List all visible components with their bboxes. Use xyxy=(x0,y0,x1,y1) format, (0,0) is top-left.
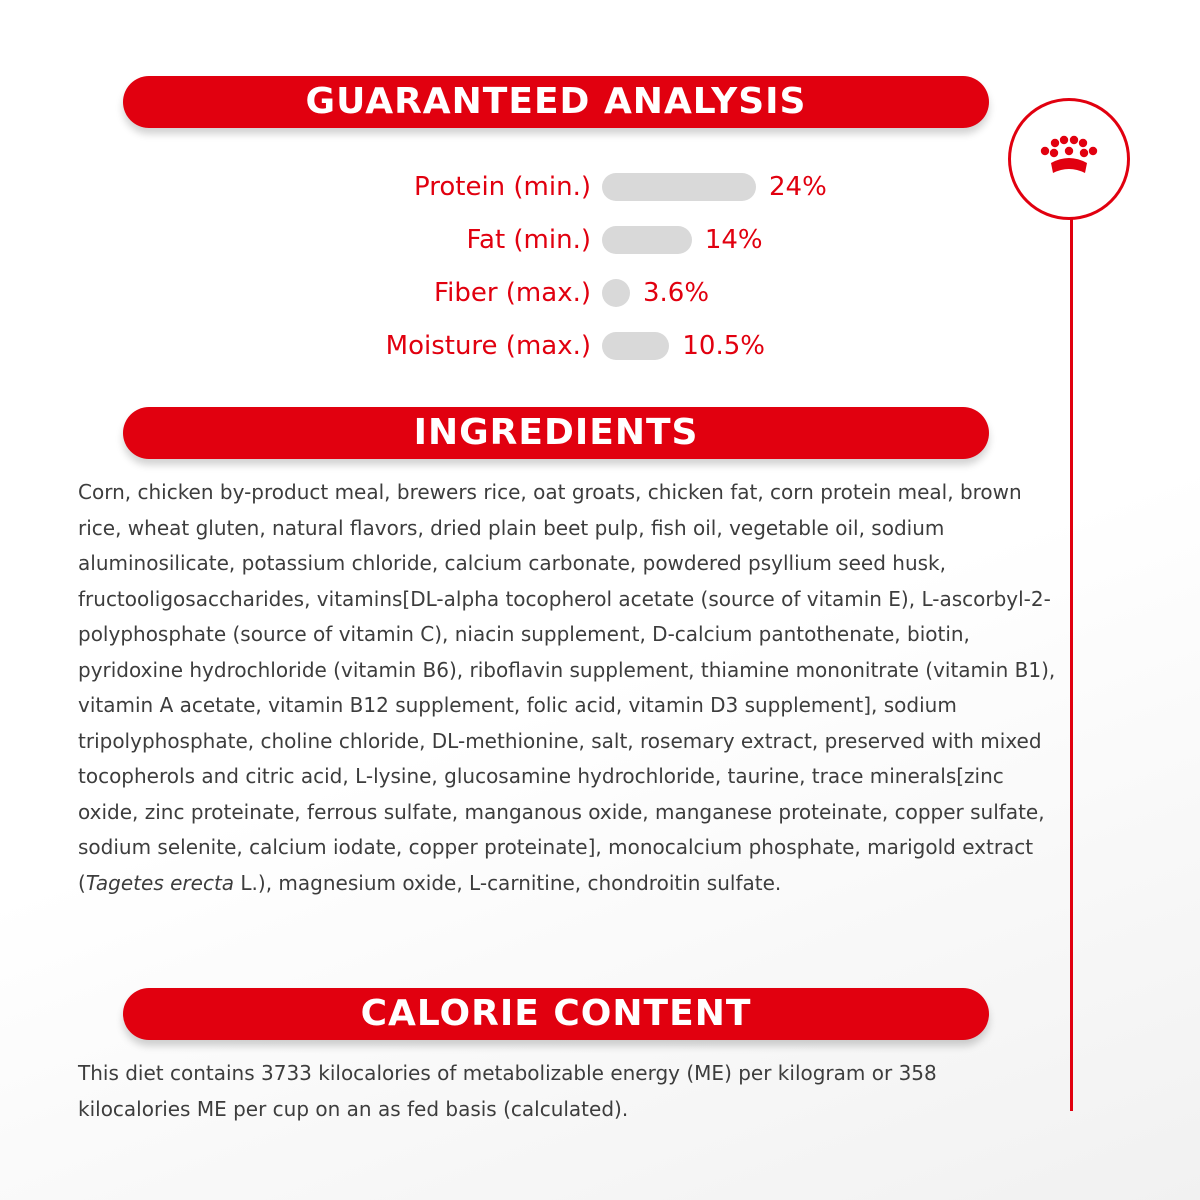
analysis-value: 10.5% xyxy=(682,331,765,361)
analysis-row xyxy=(0,220,1200,260)
analysis-label: Protein (min.) xyxy=(414,172,591,202)
analysis-value: 14% xyxy=(704,225,763,255)
ingredients-title: INGREDIENTS xyxy=(413,412,699,453)
ingredients-text-main: Corn, chicken by-product meal, brewers rice, oat groats, chicken fat, corn protein meal, brown rice, wheat gluten, natural flavors, dried plain beet pulp, fish oil, vegetable oil, sodium aluminosilicate, potassium chloride, calcium carbonate, powdered psyllium seed husk, fructooligosaccharides, vitamins[DL-alpha tocopherol acetate (source of vitamin E), L-ascorbyl-2-polyphosphate (source of vitamin C), niacin supplement, D-calcium pantothenate, biotin, pyridoxine hydrochloride (vitamin B6), riboflavin supplement, thiamine mononitrate (vitamin B1), vitamin A acetate, vitamin B12 supplement, folic acid, vitamin D3 supplement], sodium tripolyphosphate, choline chloride, DL-methionine, salt, rosemary extract, preserved with mixed tocopherols and citric acid, L-lysine, glucosamine hydrochloride, taurine, trace minerals[zinc oxide, zinc proteinate, ferrous sulfate, manganous oxide, manganese proteinate, copper sulfate, sodium selenite, calcium iodate, copper proteinate], monocalcium phosphate, marigold extract ( xyxy=(78,480,1056,895)
analysis-row xyxy=(0,273,1200,313)
analysis-label: Moisture (max.) xyxy=(385,331,591,361)
ingredients-banner xyxy=(123,407,989,459)
analysis-label: Fiber (max.) xyxy=(434,278,591,308)
analysis-bar xyxy=(602,226,692,254)
brand-line xyxy=(1070,219,1073,1111)
ingredients-text xyxy=(78,475,1058,901)
ingredients-text-end: L.), magnesium oxide, L-carnitine, chondroitin sulfate. xyxy=(234,870,782,895)
analysis-bar xyxy=(602,332,669,360)
calorie-content-title: CALORIE CONTENT xyxy=(360,993,752,1034)
brand-badge xyxy=(1008,98,1130,220)
analysis-row xyxy=(0,326,1200,366)
calorie-content-text: This diet contains 3733 kilocalories of metabolizable energy (ME) per kilogram or 358 kilocalories ME per cup on an as fed basis (calculated). xyxy=(78,1061,937,1121)
analysis-bar xyxy=(602,173,756,201)
analysis-value: 24% xyxy=(769,172,827,202)
calorie-content-banner xyxy=(123,988,989,1040)
guaranteed-analysis-title: GUARANTEED ANALYSIS xyxy=(305,81,807,122)
analysis-label: Fat (min.) xyxy=(466,225,591,255)
crown-icon xyxy=(1011,101,1127,217)
ingredients-text-italic: Tagetes erecta xyxy=(85,870,235,895)
analysis-value: 3.6% xyxy=(643,278,710,308)
analysis-bar xyxy=(602,279,630,307)
guaranteed-analysis-banner xyxy=(123,76,989,128)
